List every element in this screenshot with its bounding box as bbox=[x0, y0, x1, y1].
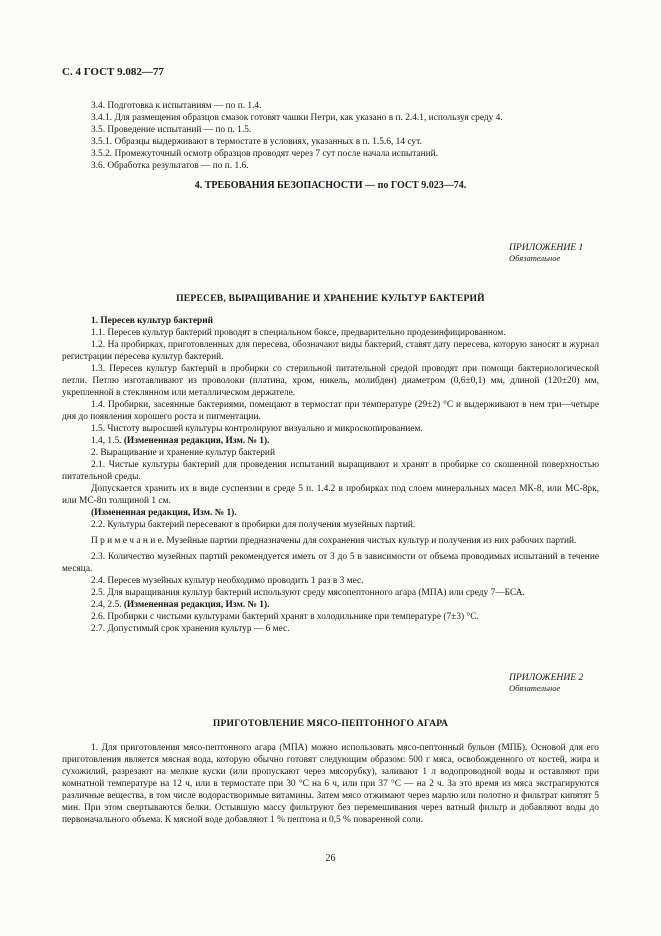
paragraph: 2.2. Культуры бактерий пересевают в пробирки для получения музейных партий. bbox=[91, 520, 416, 530]
amendment-note bbox=[62, 599, 599, 611]
paragraph: 3.6. Обработка результатов — по п. 1.6. bbox=[91, 161, 249, 171]
paragraph: 1. Для приготовления мясо-пептонного агара (МПА) можно использовать мясо-пептонный бульон (МПБ). Основой для его приготовления является мясная вода, которую обычно готовят следующим образом: 500 г мяса, освобожденного от костей, жира и сухожилий, разрезают на мелкие куски (или пропускают через мясорубку), заливают 1 л водопроводной воды и оставляют при комнатной температуре на 12 ч, или в термостате при 30 °С на 6 ч, или при 37 °С — на 2 ч. За это время из мяса экстрагируются различные вещества, в том числе водорастворимые витамины. Затем мясо отжимают через марлю или полотно и фильтрат кипятят 5 мин. При этом свертываются белки. Остывшую массу фильтруют без перемешивания через ватный фильтр и добавляют воды до первоначального объема. К мясной воде добавляют 1 % пептона и 0,5 % поваренной соли. bbox=[62, 743, 599, 825]
paragraph: 1.3. Пересев культур бактерий в пробирки со стерильной питательной средой проводят при помощи бактериологической петли. Петлю изготавливают из проволоки (платина, хром, никель, молибден) диаметром (0,6±0,1) мм, длиной (120±20) мм, укрепленной в стеклянном или металлическом держателе. bbox=[62, 364, 599, 398]
amendment-text: (Измененная редакция, Изм. № 1). bbox=[123, 436, 270, 446]
appendix-1-body bbox=[62, 315, 599, 635]
paragraph: 3.5.1. Образцы выдерживают в термостате в условиях, указанных в п. 1.5.6, 14 сут. bbox=[91, 137, 422, 147]
paragraph: 3.5.2. Промежуточный осмотр образцов проводят через 7 сут после начала испытаний. bbox=[91, 149, 439, 159]
appendix-1-title: ПЕРЕСЕВ, ВЫРАЩИВАНИЕ И ХРАНЕНИЕ КУЛЬТУР БАКТЕРИЙ bbox=[176, 293, 485, 304]
section-4-heading: 4. ТРЕБОВАНИЯ БЕЗОПАСНОСТИ — по ГОСТ 9.023—74. bbox=[194, 180, 467, 191]
appendix-status: Обязательное bbox=[509, 683, 561, 693]
amendment-ref: 1.4, 1.5. bbox=[91, 436, 124, 446]
amendment-note: (Измененная редакция, Изм. № 1). bbox=[91, 508, 237, 518]
paragraph: 1.4. Пробирки, засеянные бактериями, помещают в термостат при температуре (29±2) °С и выдерживают в нем три—четыре дня до появления хорошего роста и пигментации. bbox=[62, 400, 599, 422]
amendment-note bbox=[62, 435, 599, 447]
paragraph: 2. Выращивание и хранение культур бактерий bbox=[91, 448, 275, 458]
paragraph: 3.4. Подготовка к испытаниям — по п. 1.4. bbox=[91, 101, 262, 111]
appendix-label: ПРИЛОЖЕНИЕ 1 bbox=[509, 242, 584, 253]
appendix-2-title: ПРИГОТОВЛЕНИЕ МЯСО-ПЕПТОННОГО АГАРА bbox=[212, 718, 449, 729]
page-number: 26 bbox=[325, 853, 336, 864]
paragraph: 2.5. Для выращивания культур бактерий используют среду мясопептонного агара (МПА) или среду 7—БСА. bbox=[91, 588, 525, 598]
appendix-2-body bbox=[62, 742, 599, 826]
paragraph: 3.5. Проведение испытаний — по п. 1.5. bbox=[91, 125, 252, 135]
subheading: 1. Пересев культур бактерий bbox=[91, 316, 214, 326]
appendix-2-label bbox=[509, 672, 599, 694]
paragraph: 2.1. Чистые культуры бактерий для проведения испытаний выращивают и хранят в пробирке со скошенной поверхностью питательной среды. bbox=[62, 460, 599, 482]
paragraph: Допускается хранить их в виде суспензии в среде 5 п. 1.4.2 в пробирках под слоем минеральных масел МК-8, или МС-8рк, или МС-8п толщиной 1 см. bbox=[62, 484, 599, 506]
note-paragraph bbox=[62, 535, 599, 547]
paragraph: 2.7. Допустимый срок хранения культур — 6 мес. bbox=[91, 624, 290, 634]
note-text: Музейные партии предназначены для сохранения чистых культур и получения из них рабочих партий. bbox=[164, 536, 577, 546]
paragraph: 1.2. На пробирках, приготовленных для пересева, обозначают виды бактерий, ставят дату пересева, которую заносят в журнал регистрации пересева культур бактерий. bbox=[62, 340, 599, 362]
paragraph: 2.3. Количество музейных партий рекомендуется иметь от 3 до 5 в зависимости от объема проводимых испытаний в течение месяца. bbox=[62, 552, 599, 574]
paragraph: 3.4.1. Для размещения образцов смазок готовят чашки Петри, как указано в п. 2.4.1, используя среду 4. bbox=[91, 113, 503, 123]
amendment-ref: 2.4, 2.5. bbox=[91, 600, 124, 610]
paragraph: 1.5. Чистоту выросшей культуры контролируют визуально и микроскопированием. bbox=[91, 424, 423, 434]
note-label: П р и м е ч а н и е. bbox=[91, 536, 165, 546]
paragraph: 2.4. Пересев музейных культур необходимо проводить 1 раз в 3 мес. bbox=[91, 576, 364, 586]
paragraph: 1.1. Пересев культур бактерий проводят в специальном боксе, предварительно продезинфицированном. bbox=[91, 328, 506, 338]
amendment-text: (Измененная редакция, Изм. № 1). bbox=[123, 600, 270, 610]
page-header: С. 4 ГОСТ 9.082—77 bbox=[62, 66, 164, 78]
section-3-block bbox=[62, 100, 599, 172]
appendix-label: ПРИЛОЖЕНИЕ 2 bbox=[509, 672, 584, 683]
paragraph: 2.6. Пробирки с чистыми культурами бактерий хранят в холодильнике при температуре (7±3) °С. bbox=[91, 612, 479, 622]
appendix-status: Обязательное bbox=[509, 253, 561, 263]
appendix-1-label bbox=[509, 242, 599, 264]
